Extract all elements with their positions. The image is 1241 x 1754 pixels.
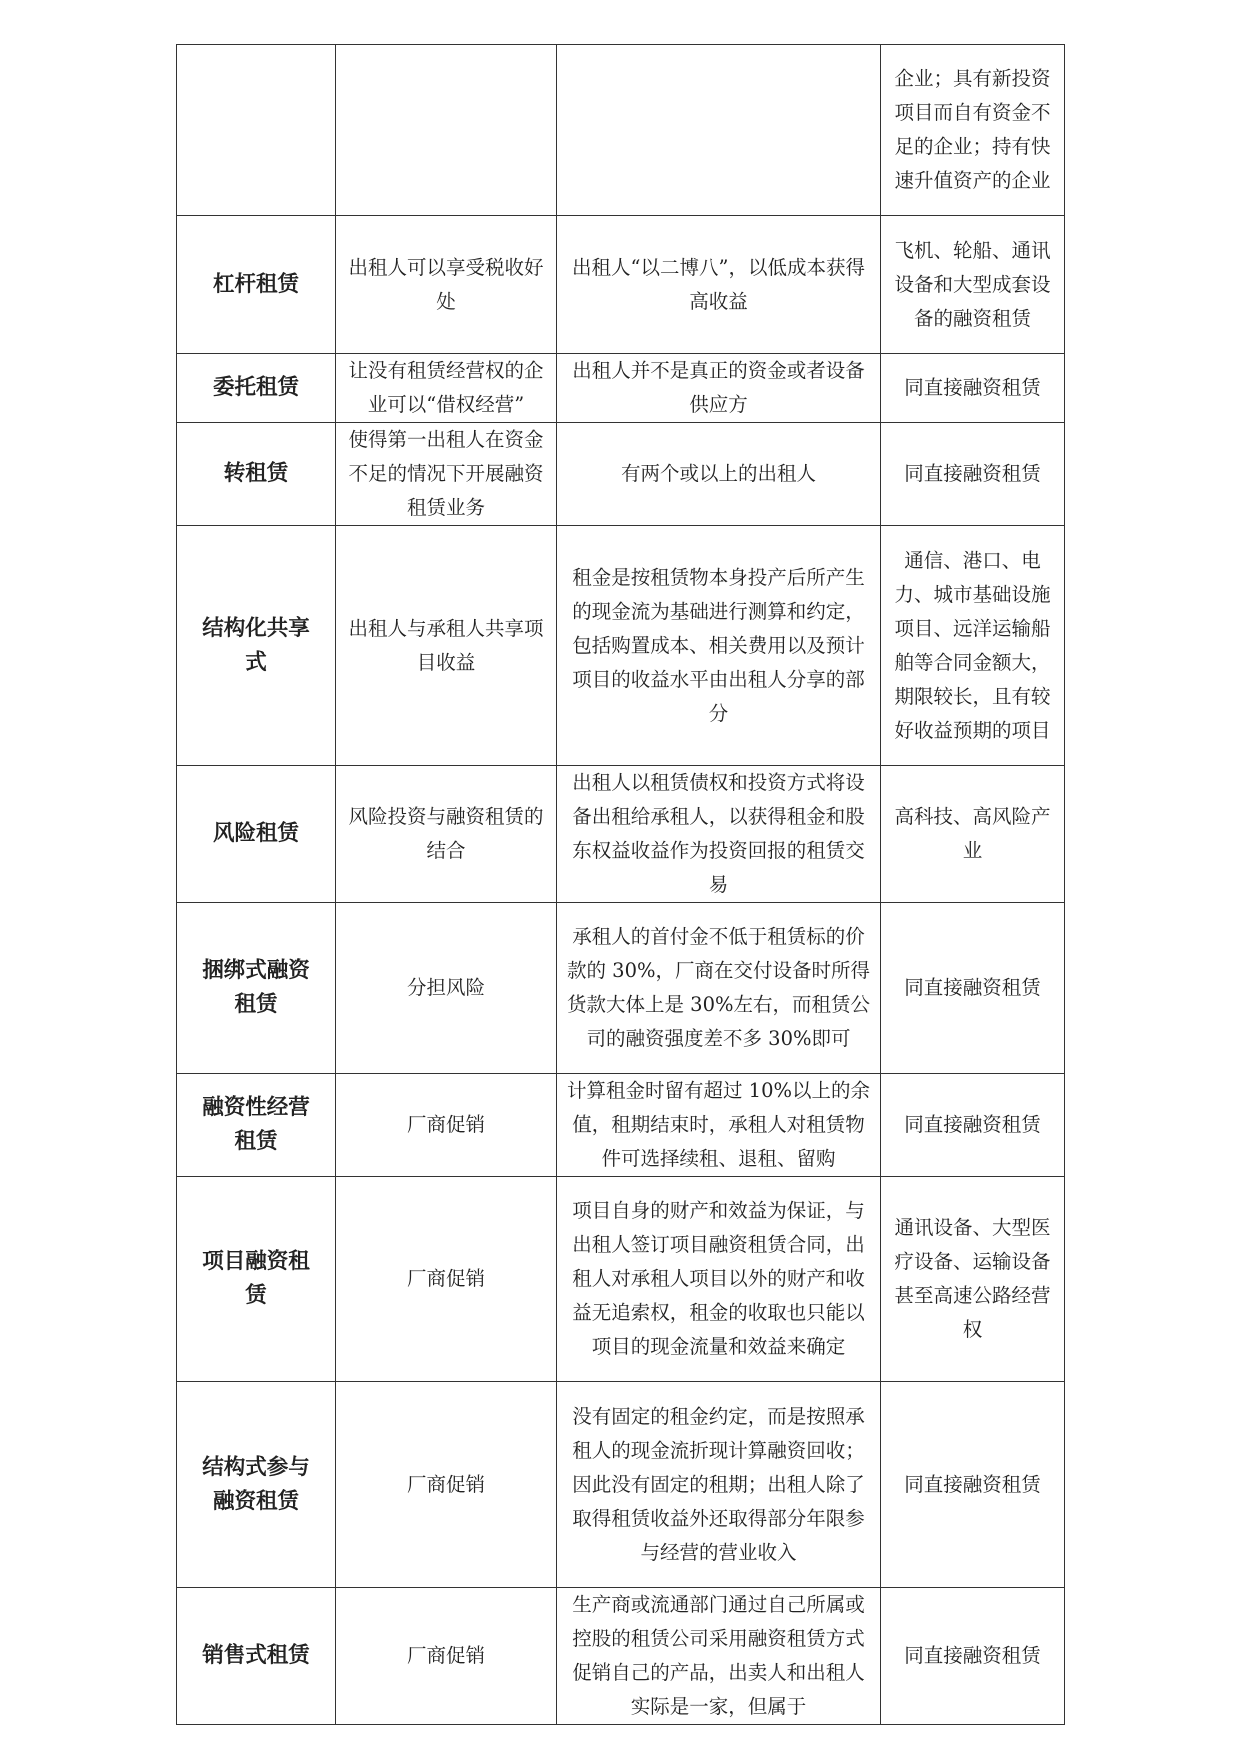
feature-cell: [336, 45, 557, 216]
table-row: [177, 1382, 1065, 1588]
applicable-cell: 同直接融资租赁: [881, 1382, 1065, 1588]
applicable-cell: 同直接融资租赁: [881, 354, 1065, 423]
feature-cell: 出租人与承租人共享项目收益: [336, 526, 557, 766]
type-cell: 结构化共享式: [177, 526, 336, 766]
type-cell: 捆绑式融资租赁: [177, 903, 336, 1074]
type-cell: 委托租赁: [177, 354, 336, 423]
applicable-cell: 同直接融资租赁: [881, 1074, 1065, 1177]
table-row: [177, 903, 1065, 1074]
characteristic-cell: 没有固定的租金约定，而是按照承租人的现金流折现计算融资回收；因此没有固定的租期；出租人除了取得租赁收益外还取得部分年限参与经营的营业收入: [557, 1382, 881, 1588]
table-row: [177, 1588, 1065, 1725]
applicable-cell: 通信、港口、电力、城市基础设施项目、远洋运输船舶等合同金额大，期限较长，且有较好收益预期的项目: [881, 526, 1065, 766]
characteristic-cell: 出租人并不是真正的资金或者设备供应方: [557, 354, 881, 423]
table-row: [177, 766, 1065, 903]
characteristic-cell: 项目自身的财产和效益为保证，与出租人签订项目融资租赁合同，出租人对承租人项目以外的财产和收益无追索权，租金的收取也只能以项目的现金流量和效益来确定: [557, 1177, 881, 1382]
table-row: [177, 526, 1065, 766]
applicable-cell: 企业；具有新投资项目而自有资金不足的企业；持有快速升值资产的企业: [881, 45, 1065, 216]
applicable-cell: 飞机、轮船、通讯设备和大型成套设备的融资租赁: [881, 216, 1065, 354]
feature-cell: 厂商促销: [336, 1382, 557, 1588]
type-cell: 风险租赁: [177, 766, 336, 903]
feature-cell: 厂商促销: [336, 1177, 557, 1382]
characteristic-cell: 生产商或流通部门通过自己所属或控股的租赁公司采用融资租赁方式促销自己的产品，出卖人和出租人实际是一家，但属于: [557, 1588, 881, 1725]
characteristic-cell: 出租人以租赁债权和投资方式将设备出租给承租人，以获得租金和股东权益收益作为投资回报的租赁交易: [557, 766, 881, 903]
characteristic-cell: 出租人“以二博八”，以低成本获得高收益: [557, 216, 881, 354]
applicable-cell: 同直接融资租赁: [881, 423, 1065, 526]
type-cell: 结构式参与融资租赁: [177, 1382, 336, 1588]
feature-cell: 分担风险: [336, 903, 557, 1074]
applicable-cell: 高科技、高风险产业: [881, 766, 1065, 903]
feature-cell: 厂商促销: [336, 1074, 557, 1177]
characteristic-cell: 有两个或以上的出租人: [557, 423, 881, 526]
feature-cell: 风险投资与融资租赁的结合: [336, 766, 557, 903]
applicable-cell: 同直接融资租赁: [881, 1588, 1065, 1725]
table-row: [177, 216, 1065, 354]
feature-cell: 让没有租赁经营权的企业可以“借权经营”: [336, 354, 557, 423]
table-row: [177, 45, 1065, 216]
type-cell: 杠杆租赁: [177, 216, 336, 354]
type-cell: 项目融资租赁: [177, 1177, 336, 1382]
type-cell: [177, 45, 336, 216]
characteristic-cell: 租金是按租赁物本身投产后所产生的现金流为基础进行测算和约定，包括购置成本、相关费用以及预计项目的收益水平由出租人分享的部分: [557, 526, 881, 766]
table-row: [177, 1177, 1065, 1382]
type-cell: 销售式租赁: [177, 1588, 336, 1725]
characteristic-cell: 承租人的首付金不低于租赁标的价款的 30%，厂商在交付设备时所得货款大体上是 30%左右，而租赁公司的融资强度差不多 30%即可: [557, 903, 881, 1074]
feature-cell: 厂商促销: [336, 1588, 557, 1725]
applicable-cell: 通讯设备、大型医疗设备、运输设备甚至高速公路经营权: [881, 1177, 1065, 1382]
type-cell: 转租赁: [177, 423, 336, 526]
applicable-cell: 同直接融资租赁: [881, 903, 1065, 1074]
feature-cell: 出租人可以享受税收好处: [336, 216, 557, 354]
feature-cell: 使得第一出租人在资金不足的情况下开展融资租赁业务: [336, 423, 557, 526]
leasing-types-table: [176, 44, 1065, 1725]
table-row: [177, 1074, 1065, 1177]
characteristic-cell: [557, 45, 881, 216]
type-cell: 融资性经营租赁: [177, 1074, 336, 1177]
characteristic-cell: 计算租金时留有超过 10%以上的余值，租期结束时，承租人对租赁物件可选择续租、退租、留购: [557, 1074, 881, 1177]
table-row: [177, 354, 1065, 423]
table-row: [177, 423, 1065, 526]
